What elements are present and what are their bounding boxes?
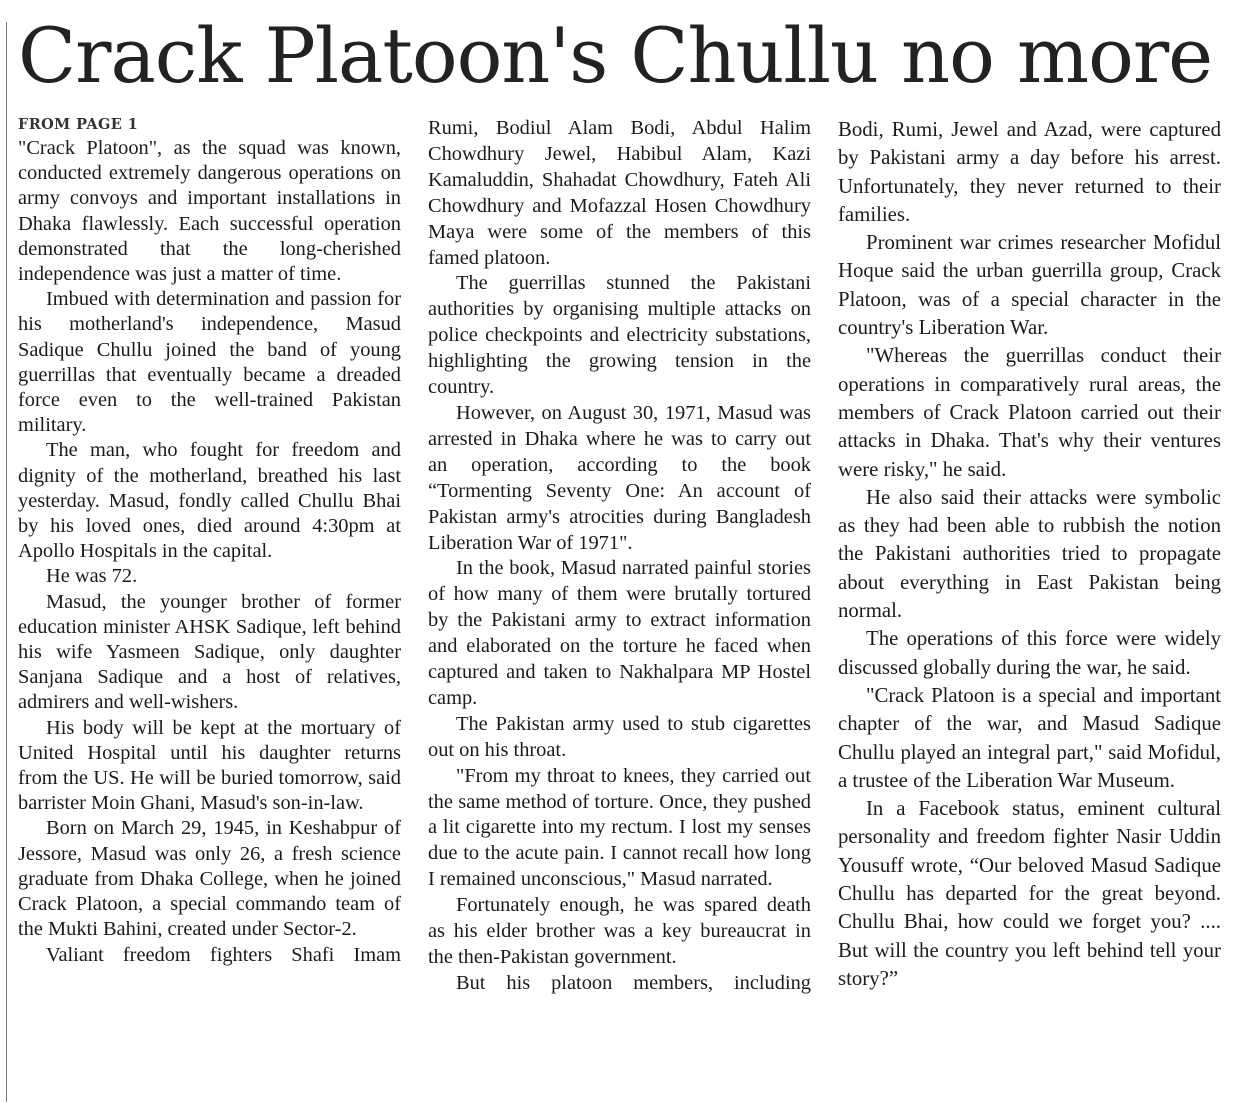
article-paragraph: Masud, the younger brother of former education minister AHSK Sadique, left behind his wife Yasmeen Sadique, only daughter Sanjana Sadique and a host of relatives, admirers and well-wishers. (18, 590, 401, 714)
column-rule (6, 22, 7, 1102)
kicker-from-page: FROM PAGE 1 (18, 116, 139, 133)
article-paragraph: Valiant freedom fighters Shafi Imam (46, 943, 401, 966)
article-paragraph: The operations of this force were widely discussed globally during the war, he said. (838, 627, 1221, 679)
article-paragraph: "Whereas the guerrillas conduct their operations in comparatively rural areas, the members of Crack Platoon carried out their attacks in Dhaka. That's why their ventures were risky," he said. (838, 344, 1221, 481)
article-paragraph: Bodi, Rumi, Jewel and Azad, were captured by Pakistani army a day before his arrest. Unfortunately, they never returned to their families. (838, 118, 1221, 226)
article-paragraph: "Crack Platoon is a special and important chapter of the war, and Masud Sadique Chullu played an integral part," said Mofidul, a trustee of the Liberation War Museum. (838, 683, 1221, 792)
article-paragraph: Born on March 29, 1945, in Keshabpur of Jessore, Masud was only 26, a fresh science graduate from Dhaka College, when he joined Crack Platoon, a special commando team of the Mukti Bahini, created under Sector-2. (18, 817, 401, 941)
article-paragraph: The man, who fought for freedom and dignity of the motherland, breathed his last yesterday. Masud, fondly called Chullu Bhai by his loved ones, died around 4:30pm at Apollo Hospitals in the capital. (18, 439, 401, 563)
article-column-2 (428, 116, 811, 1102)
article-paragraph: Imbued with determination and passion for his motherland's independence, Masud Sadique Chullu joined the band of young guerrillas that eventually became a dreaded force even to the well-trained Pakistan military. (18, 288, 401, 437)
article-paragraph: However, on August 30, 1971, Masud was arrested in Dhaka where he was to carry out an operation, according to the book “Tormenting Seventy One: An account of Pakistan army's atrocities during Bangladesh Liberation War of 1971". (428, 401, 811, 554)
article-paragraph: He was 72. (46, 565, 138, 588)
article-paragraph: "Crack Platoon", as the squad was known, conducted extremely dangerous operations on army convoys and important installations in Dhaka flawlessly. Each successful operation demonstrated that the long-cherished independence was just a matter of time. (18, 137, 401, 286)
article-paragraph: He also said their attacks were symbolic as they had been able to rubbish the notion the Pakistani authorities tried to propagate about everything in East Pakistan being normal. (838, 485, 1221, 623)
article-paragraph: Rumi, Bodiul Alam Bodi, Abdul Halim Chowdhury Jewel, Habibul Alam, Kazi Kamaluddin, Shahadat Chowdhury, Fateh Ali Chowdhury and Mofazzal Hosen Chowdhury Maya were some of the members of this famed platoon. (428, 117, 811, 269)
article-paragraph: In a Facebook status, eminent cultural personality and freedom fighter Nasir Uddin Yousuff wrote, “Our beloved Masud Sadique Chullu has departed for the great beyond. Chullu Bhai, how could we forget you? .... But will the country you left behind tell your story?” (838, 797, 1221, 990)
article-column-3 (838, 116, 1221, 1102)
headline: Crack Platoon's Chullu no more (18, 11, 1213, 100)
article-paragraph: Fortunately enough, he was spared death as his elder brother was a key bureaucrat in the then-Pakistan government. (428, 894, 811, 968)
article-paragraph: Prominent war crimes researcher Mofidul Hoque said the urban guerrilla group, Crack Platoon, was of a special character in the country's Liberation War. (838, 231, 1221, 340)
article-paragraph: The Pakistan army used to stub cigarettes out on his throat. (428, 712, 811, 761)
article-paragraph: "From my throat to knees, they carried out the same method of torture. Once, they pushed a lit cigarette into my rectum. I lost my senses due to the acute pain. I cannot recall how long I remained unconscious," Masud narrated. (428, 764, 811, 891)
article-paragraph: His body will be kept at the mortuary of United Hospital until his daughter returns from the US. He will be buried tomorrow, said barrister Moin Ghani, Masud's son-in-law. (18, 716, 401, 815)
article-paragraph: The guerrillas stunned the Pakistani authorities by organising multiple attacks on police checkpoints and electricity substations, highlighting the growing tension in the country. (428, 272, 811, 399)
article-paragraph: But his platoon members, including (456, 971, 811, 994)
article-paragraph: In the book, Masud narrated painful stories of how many of them were brutally tortured by the Pakistani army to extract information and elaborated on the torture he faced when captured and taken to Nakhalpara MP Hostel camp. (428, 557, 811, 709)
article-column-1 (18, 114, 401, 1100)
